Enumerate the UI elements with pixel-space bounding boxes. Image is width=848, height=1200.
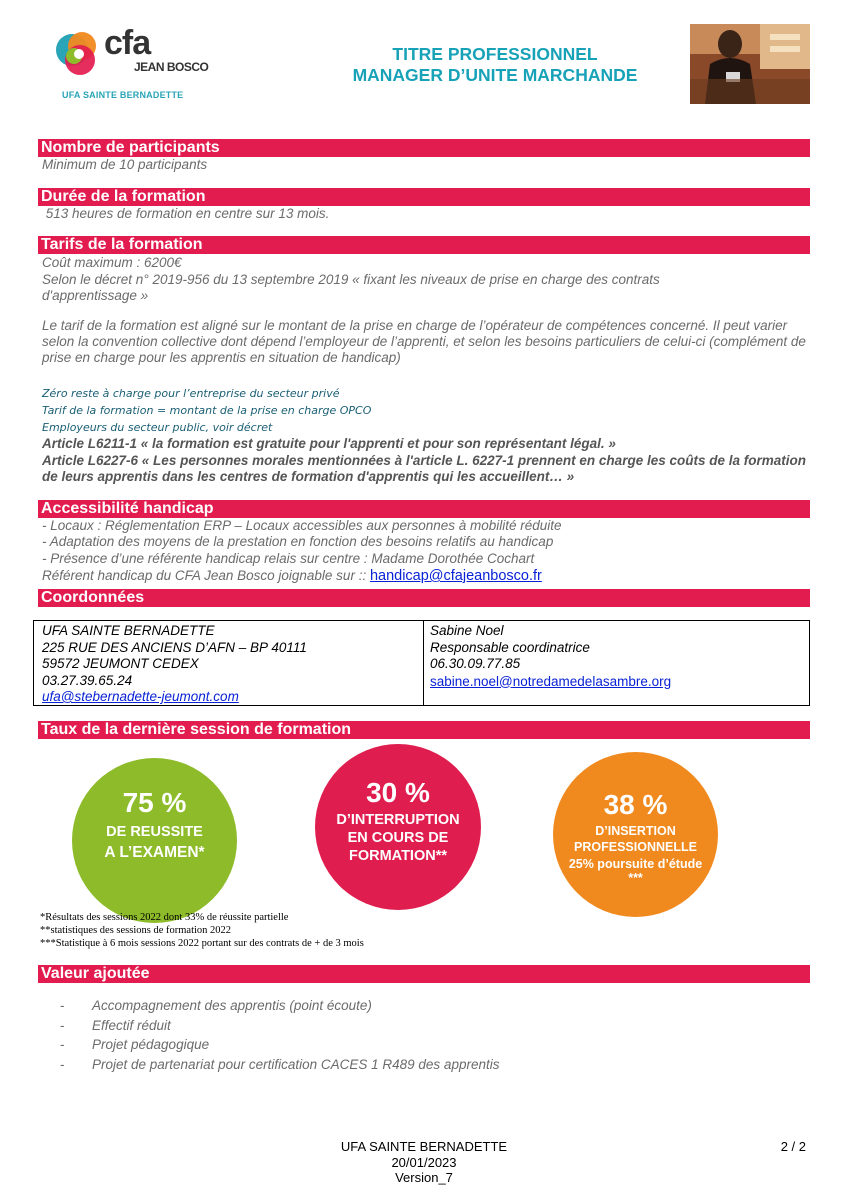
note-reussite: *Résultats des sessions 2022 dont 33% de réussite partielle — [40, 912, 289, 923]
store-photo-icon — [690, 24, 810, 104]
section-coordonnees-title: Coordonnées — [38, 589, 810, 607]
contact-email-link[interactable]: sabine.noel@notredamedelasambre.org — [430, 673, 672, 689]
footer-org: UFA SAINTE BERNADETTE — [340, 1139, 508, 1154]
logo-ufa-label: UFA SAINTE BERNADETTE — [62, 90, 184, 100]
ufa-city: 59572 JEUMONT CEDEX — [42, 656, 199, 671]
list-item: - Effectif réduit — [60, 1017, 171, 1033]
logo-subtext: JEAN BOSCO — [134, 60, 209, 74]
header-photo — [690, 24, 810, 104]
tarifs-opco: Tarif de la formation = montant de la prise en charge OPCO — [42, 404, 372, 417]
stat-insertion-line3: 25% poursuite d’étude — [568, 857, 703, 871]
coordonnees-right — [430, 623, 671, 690]
coordonnees-table — [33, 620, 810, 706]
section-duree-title: Durée de la formation — [38, 188, 810, 206]
handicap-contact — [42, 568, 812, 584]
section-taux-title: Taux de la dernière session de formation — [38, 721, 810, 739]
section-handicap-title: Accessibilité handicap — [38, 500, 810, 518]
handicap-locaux: - Locaux : Réglementation ERP – Locaux accessibles aux personnes à mobilité réduite — [42, 518, 562, 533]
coordonnees-left — [42, 623, 307, 706]
contact-role: Responsable coordinatrice — [430, 639, 590, 655]
section-participants-title: Nombre de participants — [38, 139, 810, 157]
stat-interruption-line1: D’INTERRUPTION — [336, 812, 460, 828]
ufa-address: 225 RUE DES ANCIENS D’AFN – BP 40111 — [42, 639, 307, 655]
handicap-contact-label: Référent handicap du CFA Jean Bosco joignable sur :: — [42, 568, 370, 583]
ufa-name: UFA SAINTE BERNADETTE — [42, 623, 215, 638]
stat-interruption-line3: FORMATION** — [348, 848, 447, 864]
stat-insertion-value: 38 % — [603, 789, 668, 820]
stat-interruption-line2: EN COURS DE — [347, 830, 449, 846]
tarifs-decret-cont: d'apprentissage » — [42, 288, 149, 303]
valeur-list — [60, 996, 499, 1074]
duree-text: 513 heures de formation en centre sur 13 mois. — [42, 206, 330, 221]
note-insertion: ***Statistique à 6 mois sessions 2022 portant sur des contrats de + de 3 mois — [40, 938, 364, 949]
tarifs-public: Employeurs du secteur public, voir décret — [42, 421, 273, 434]
ufa-email-link[interactable]: ufa@stebernadette-jeumont.com — [42, 689, 239, 704]
stat-reussite-line2: A L’EXAMEN* — [104, 844, 205, 861]
section-tarifs-title: Tarifs de la formation — [38, 236, 810, 254]
stat-insertion-circle — [553, 752, 718, 917]
list-item: - Projet de partenariat pour certification CACES 1 R489 des apprentis — [60, 1056, 500, 1072]
stat-reussite-circle — [72, 758, 237, 923]
logo-circles-icon — [52, 28, 104, 80]
article-l6227: Article L6227-6 « Les personnes morales mentionnées à l'article L. 6227-1 prennent en charge les coûts de la formation de leurs apprentis dans les centres de formation d'apprentis qui les accueillent… » — [42, 453, 806, 484]
stat-insertion-line2: PROFESSIONNELLE — [574, 840, 697, 854]
tarifs-cout: Coût maximum : 6200€ — [42, 255, 182, 270]
contact-phone: 06.30.09.77.85 — [430, 656, 521, 671]
list-item: - Accompagnement des apprentis (point écoute) — [60, 998, 372, 1013]
stat-reussite-line1: DE REUSSITE — [106, 824, 203, 840]
page-number: 2 / 2 — [780, 1139, 806, 1154]
handicap-adaptation: - Adaptation des moyens de la prestation en fonction des besoins relatifs au handicap — [42, 534, 554, 549]
page-footer — [300, 1139, 548, 1186]
tarifs-paragraph: Le tarif de la formation est aligné sur le montant de la prise en charge de l’opérateur de compétences concerné. Il peut varier selon la convention collective dont dépend l’employeur de l’apprenti, et selon les besoins particuliers de celui-ci (complément de prise en charge pour les apprentis en situation de handicap) — [42, 318, 806, 365]
stat-interruption-circle — [315, 744, 481, 910]
footer-date: 20/01/2023 — [391, 1154, 457, 1170]
page-title — [300, 44, 690, 86]
stat-insertion-line4: *** — [628, 871, 643, 885]
table-divider — [423, 621, 424, 705]
title-line-2: MANAGER D’UNITE MARCHANDE — [352, 65, 638, 85]
contact-name: Sabine Noel — [430, 623, 504, 638]
tarifs-decret: Selon le décret n° 2019-956 du 13 septembre 2019 « fixant les niveaux de prise en charge des contrats — [42, 272, 660, 287]
article-l6211: Article L6211-1 « la formation est gratuite pour l'apprenti et pour son représentant légal. » — [42, 436, 616, 451]
footer-version: Version_7 — [395, 1170, 453, 1185]
cfa-logo — [50, 22, 210, 104]
list-item: - Projet pédagogique — [60, 1037, 210, 1052]
handicap-email-link[interactable]: handicap@cfajeanbosco.fr — [369, 568, 542, 584]
participants-text: Minimum de 10 participants — [42, 157, 208, 172]
stat-interruption-value: 30 % — [366, 777, 430, 808]
tarifs-zero-reste: Zéro reste à charge pour l’entreprise du secteur privé — [42, 387, 340, 400]
note-interruption: **statistiques des sessions de formation 2022 — [40, 925, 232, 936]
stat-reussite-value: 75 % — [122, 787, 187, 818]
title-line-1: TITRE PROFESSIONNEL — [392, 44, 598, 64]
logo-text: cfa — [104, 24, 151, 62]
section-valeur-title: Valeur ajoutée — [38, 965, 810, 983]
stat-insertion-line1: D’INSERTION — [595, 824, 676, 838]
ufa-phone: 03.27.39.65.24 — [42, 672, 133, 688]
handicap-referente: - Présence d’une référente handicap relais sur centre : Madame Dorothée Cochart — [42, 551, 535, 566]
